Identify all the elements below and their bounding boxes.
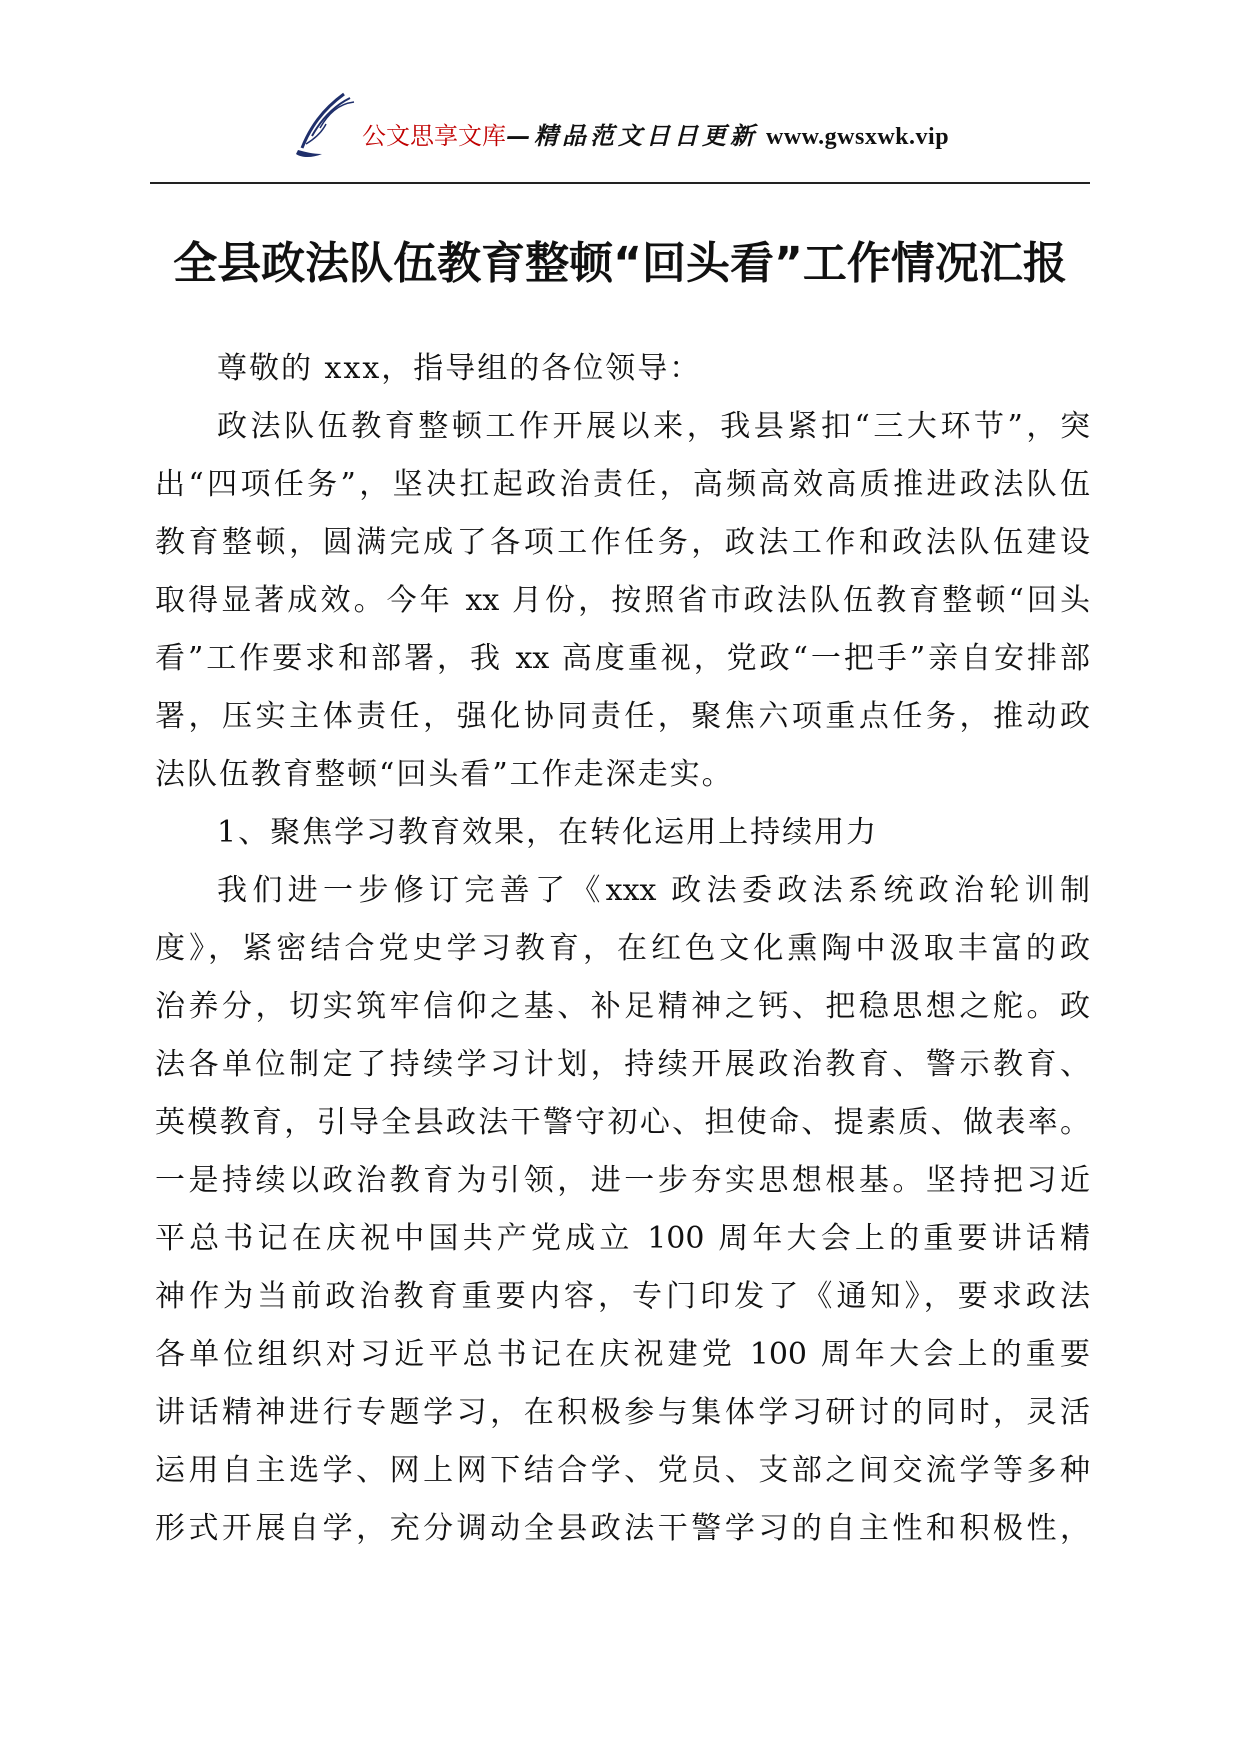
body-line: 教育整顿，圆满完成了各项工作任务，政法工作和政法队伍建设 [155,525,1090,560]
header-line [362,118,949,155]
body-line: 英模教育，引导全县政法干警守初心、担使命、提素质、做表率。 [155,1105,1090,1140]
body-line: 神作为当前政治教育重要内容，专门印发了《通知》，要求政法 [155,1279,1090,1314]
section-heading: 1、聚焦学习教育效果，在转化运用上持续用力 [217,815,879,850]
body-line: 法队伍教育整顿“回头看”工作走深走实。 [155,757,734,792]
salutation-line: 尊敬的 xxx，指导组的各位领导： [217,351,702,386]
header-brand: 公文思享文库 [362,122,506,150]
body-line: 看”工作要求和部署，我 xx 高度重视，党政“一把手”亲自安排部 [155,641,1090,676]
header-tagline: —精品范文日日更新 [506,121,758,150]
body-line: 形式开展自学，充分调动全县政法干警学习的自主性和积极性， [155,1511,1090,1546]
document-body [155,340,1090,1558]
header-url: www.gwsxwk.vip [766,124,950,150]
body-line: 署，压实主体责任，强化协同责任，聚焦六项重点任务，推动政 [155,699,1090,734]
quill-pen-logo-icon [292,88,358,160]
body-line: 平总书记在庆祝中国共产党成立 100 周年大会上的重要讲话精 [155,1221,1090,1256]
body-line: 讲话精神进行专题学习，在积极参与集体学习研讨的同时，灵活 [155,1395,1090,1430]
body-line: 法各单位制定了持续学习计划，持续开展政治教育、警示教育、 [155,1047,1090,1082]
header-divider [150,182,1090,184]
page-header [0,0,1241,190]
body-line: 出“四项任务”，坚决扛起政治责任，高频高效高质推进政法队伍 [155,467,1090,502]
body-line: 政法队伍教育整顿工作开展以来，我县紧扣“三大环节”，突 [217,409,1090,444]
body-line: 一是持续以政治教育为引领，进一步夯实思想根基。坚持把习近 [155,1163,1090,1198]
body-line: 度》，紧密结合党史学习教育，在红色文化熏陶中汲取丰富的政 [155,931,1090,966]
body-line: 运用自主选学、网上网下结合学、党员、支部之间交流学等多种 [155,1453,1090,1488]
body-line: 各单位组织对习近平总书记在庆祝建党 100 周年大会上的重要 [155,1337,1090,1372]
body-line: 我们进一步修订完善了《xxx 政法委政法系统政治轮训制 [217,873,1090,908]
body-line: 取得显著成效。今年 xx 月份，按照省市政法队伍教育整顿“回头 [155,583,1090,618]
body-line: 治养分，切实筑牢信仰之基、补足精神之钙、把稳思想之舵。政 [155,989,1090,1024]
document-title: 全县政法队伍教育整顿“回头看”工作情况汇报 [173,238,1067,289]
